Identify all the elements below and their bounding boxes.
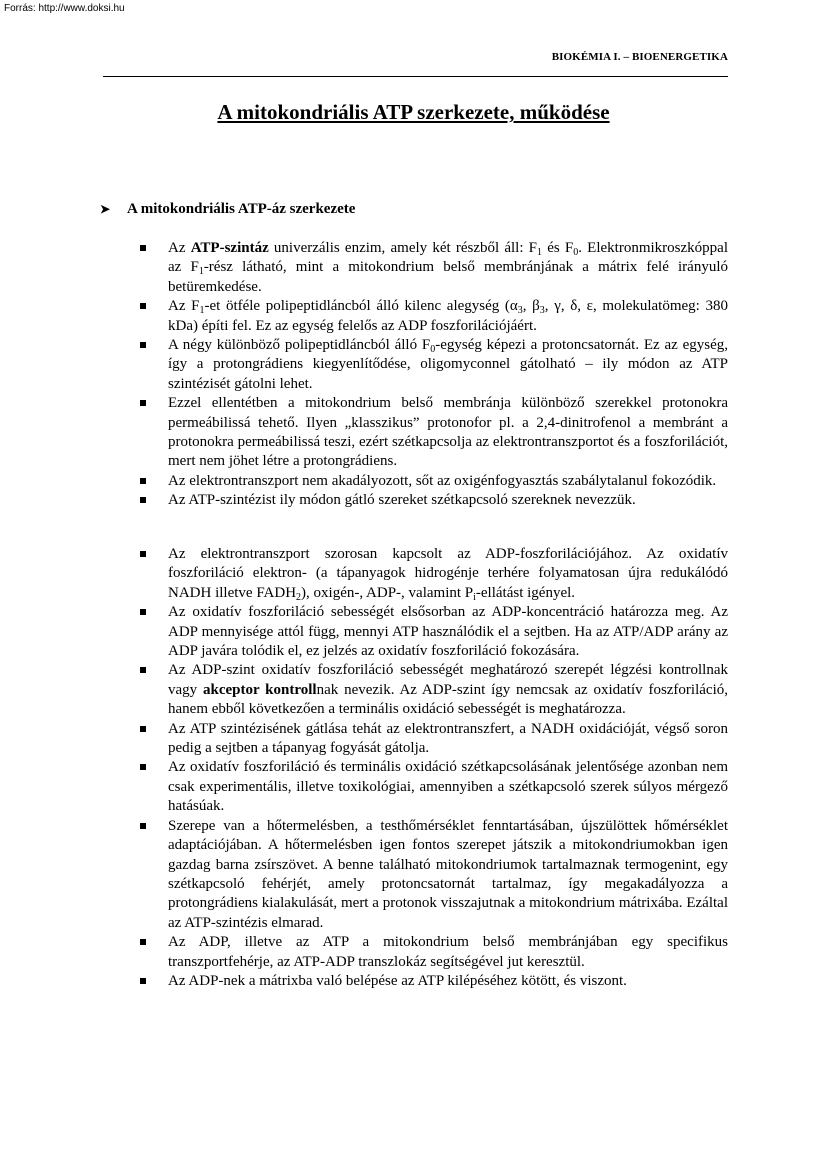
list-item: A négy különböző polipeptidláncból álló $F_0$-egység képezi a protoncsatornát. Ez az egység, így a protongrádiens kiegyenlítődése, oligomyconnel gátolható – ily módon az ATP szintézisét gátolni lehet. bbox=[168, 336, 728, 394]
section-heading bbox=[100, 201, 355, 218]
square-bullet-icon bbox=[140, 609, 146, 615]
square-bullet-icon bbox=[140, 303, 146, 309]
arrow-bullet-icon: ➤ bbox=[100, 202, 111, 216]
square-bullet-icon bbox=[140, 764, 146, 770]
square-bullet-icon bbox=[140, 245, 146, 251]
list-item: Az ATP-szintézist ily módon gátló szereket szétkapcsoló szereknek nevezzük. bbox=[168, 491, 728, 510]
list-item: Az $F_1-et$ ötféle polipeptidláncból álló kilenc alegység ($\alpha_3$, $\beta_3$, γ, δ, ε, molekulatömeg: 380 kDa) építi fel. Ez az egység felelős az ADP foszforilációjáért. bbox=[168, 297, 728, 336]
running-header: BIOKÉMIA I. – BIOENERGETIKA bbox=[551, 51, 728, 63]
list-item: Az ADP-szint oxidatív foszforiláció sebességét meghatározó szerepét légzési kontrollnak vagy akceptor kontrollnak nevezik. Az ADP-szint így nemcsak az oxidatív foszforiláció, hanem ebből következően a terminális oxidáció sebességét is meghatározza. bbox=[168, 661, 728, 719]
square-bullet-icon bbox=[140, 667, 146, 673]
bullet-list-regulation bbox=[168, 545, 728, 991]
page-title: A mitokondriális ATP szerkezete, működése bbox=[217, 100, 610, 124]
list-item: Az ATP szintézisének gátlása tehát az elektrontranszfert, a NADH oxidációját, végső soron pedig a sejtben a tápanyag fogyását gátolja. bbox=[168, 720, 728, 759]
list-item: Az ADP-nek a mátrixba való belépése az ATP kilépéséhez kötött, és viszont. bbox=[168, 972, 728, 991]
square-bullet-icon bbox=[140, 551, 146, 557]
list-item: Az elektrontranszport nem akadályozott, sőt az oxigénfogyasztás szabálytalanul fokozódik. bbox=[168, 472, 728, 491]
square-bullet-icon bbox=[140, 939, 146, 945]
list-item: Az elektrontranszport szorosan kapcsolt az ADP-foszforilációjához. Az oxidatív foszforiláció elektron- (a tápanyagok hidrogénje terhére folyamatosan újra redukálódó NADH illetve $FADH_2$), oxigén-, ADP-, valamint $P_i$-ellátást igényel. bbox=[168, 545, 728, 603]
list-item: Szerepe van a hőtermelésben, a testhőmérséklet fenntartásában, újszülöttek hőmérséklet adaptációjában. A hőtermelésben igen fontos szerepet játszik a mitokondriumokban igen gazdag barna zsírszövet. A benne található mitokondriumok tartalmaznak termogenint, egy szétkapcsoló fehérjét, amely protoncsatornát tartalmaz, így megakadályozza a protongrádiens kialakulását, mert a protonok visszajutnak a mitokondrium mátrixába. Ezáltal az ATP-szintézis elmarad. bbox=[168, 817, 728, 933]
square-bullet-icon bbox=[140, 342, 146, 348]
square-bullet-icon bbox=[140, 400, 146, 406]
section-heading-text: A mitokondriális ATP-áz szerkezete bbox=[127, 201, 356, 217]
bullet-list-structure bbox=[168, 239, 728, 511]
list-item: Ezzel ellentétben a mitokondrium belső membránja különböző szerekkel protonokra permeábilissá tehető. Ilyen „klasszikus” protonofor pl. a 2,4-dinitrofenol a membránt a protonokra permeábilissá teszi, ezért szétkapcsolja az elektrontranszportot és a foszforilációt, mert nem jöhet létre a protongrádiens. bbox=[168, 394, 728, 472]
list-item: Az oxidatív foszforiláció sebességét elsősorban az ADP-koncentráció határozza meg. Az ADP mennyisége attól függ, mennyi ATP használódik el a sejtben. Ha az ATP/ADP arány az ADP javára tolódik el, ez jelzés az oxidatív foszforiláció fokozására. bbox=[168, 603, 728, 661]
square-bullet-icon bbox=[140, 497, 146, 503]
source-url: Forrás: http://www.doksi.hu bbox=[4, 3, 125, 14]
header-divider bbox=[103, 76, 728, 77]
square-bullet-icon bbox=[140, 726, 146, 732]
list-item: Az ADP, illetve az ATP a mitokondrium belső membránjában egy specifikus transzportfehérje, az ATP-ADP transzlokáz segítségével jut keresztül. bbox=[168, 933, 728, 972]
square-bullet-icon bbox=[140, 978, 146, 984]
list-item: Az ATP-szintáz univerzális enzim, amely két részből áll: $F_1$ és $F_0$. Elektronmikroszkóppal az $F_1$-rész látható, mint a mitokondrium belső membránjának a mátrix felé irányuló betüremkedése. bbox=[168, 239, 728, 297]
square-bullet-icon bbox=[140, 823, 146, 829]
square-bullet-icon bbox=[140, 478, 146, 484]
list-item: Az oxidatív foszforiláció és terminális oxidáció szétkapcsolásának jelentősége azonban nem csak experimentális, illetve toxikológiai, amennyiben a szétkapcsoló szerek súlyos mérgező hatásúak. bbox=[168, 758, 728, 816]
